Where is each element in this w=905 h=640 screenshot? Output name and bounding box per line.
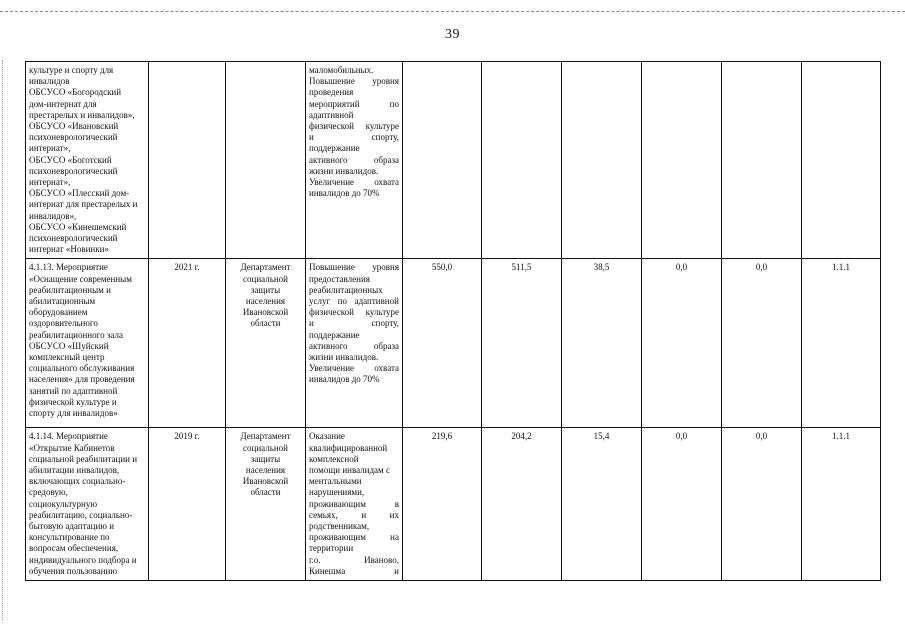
funding-col7-cell: 38,5 bbox=[562, 259, 642, 428]
expected-result-text: маломобильных. Повышение уровня проведения мероприятий по адаптивной физической культуре и спорту, поддержание активного образа жизни инвалидов. Увеличение охвата инвалидов до 70% bbox=[309, 65, 399, 199]
funding-col9-cell: 0,0 bbox=[722, 259, 802, 428]
table-row bbox=[26, 259, 881, 428]
expected-result-text: Оказание квалифицированной комплексной помощи инвалидам с ментальными нарушениями, проживающим в семьях, и их родственникам, проживающим на территории г.о. Иваново, Кинешма и bbox=[309, 431, 399, 576]
page-number: 39 bbox=[445, 27, 460, 42]
measure-name-cell bbox=[26, 62, 149, 259]
executor-cell bbox=[226, 259, 306, 428]
expected-result-cell bbox=[306, 62, 403, 259]
indicator-code-cell bbox=[802, 62, 881, 259]
scan-top-rule bbox=[0, 11, 905, 13]
funding-col7-cell bbox=[562, 62, 642, 259]
measure-name-cell bbox=[26, 428, 149, 581]
funding-col6-cell: 511,5 bbox=[482, 259, 562, 428]
expected-result-text: Повышение уровня предоставления реабилитационных услуг по адаптивной физической культуре и спорту, поддержание активного образа жизни инвалидов. Увеличение охвата инвалидов до 70% bbox=[309, 262, 399, 385]
funding-col6-cell bbox=[482, 62, 562, 259]
program-measures-table bbox=[25, 61, 881, 581]
executor-cell bbox=[226, 428, 306, 581]
table-row bbox=[26, 62, 881, 259]
year-cell: 2019 г. bbox=[149, 428, 226, 581]
indicator-code-cell: 1.1.1 bbox=[802, 259, 881, 428]
year-cell bbox=[149, 62, 226, 259]
measure-name-text: 4.1.13. Мероприятие «Оснащение современным реабилитационным и абилитационным оборудованием оздоровительного реабилитационного зала ОБСУСО «Шуйский комплексный центр социального обслуживания населения» для проведения занятий по адаптивной физической культуре и спорту для инвалидов» bbox=[29, 262, 135, 419]
funding-col7-cell: 15,4 bbox=[562, 428, 642, 581]
expected-result-cell bbox=[306, 428, 403, 581]
funding-col9-cell: 0,0 bbox=[722, 428, 802, 581]
executor-text: Департамент социальной защиты населения Ивановской области bbox=[240, 431, 291, 498]
funding-col6-cell: 204,2 bbox=[482, 428, 562, 581]
table-row bbox=[26, 428, 881, 581]
measure-name-cell bbox=[26, 259, 149, 428]
executor-text: Департамент социальной защиты населения Ивановской области bbox=[240, 262, 291, 329]
funding-col8-cell: 0,0 bbox=[642, 428, 722, 581]
total-funding-cell: 219,6 bbox=[403, 428, 482, 581]
funding-col9-cell bbox=[722, 62, 802, 259]
measure-name-text: культуре и спорту для инвалидов ОБСУСО «Богородский дом-интернат для престарелых и инвалидов», ОБСУСО «Ивановский психоневрологический интернат», ОБСУСО «Боготский психоневрологический интернат», ОБСУСО «Плесский дом- интернат для престарелых и инвалидов», ОБСУСО «Кинешемский психоневрологический интернат «Новинки» bbox=[29, 65, 138, 255]
total-funding-cell: 550,0 bbox=[403, 259, 482, 428]
expected-result-cell bbox=[306, 259, 403, 428]
executor-cell bbox=[226, 62, 306, 259]
measure-name-text: 4.1.14. Мероприятие «Открытие Кабинетов социальной реабилитации и абилитации инвалидов, включающих социально- средовую, социокультурную реабилитацию, социально- бытовую адаптацию и консультирование по вопросам обеспечения, индивидуального подбора и обучения пользованию bbox=[29, 431, 138, 576]
total-funding-cell bbox=[403, 62, 482, 259]
funding-col8-cell bbox=[642, 62, 722, 259]
indicator-code-cell: 1.1.1 bbox=[802, 428, 881, 581]
year-cell: 2021 г. bbox=[149, 259, 226, 428]
funding-col8-cell: 0,0 bbox=[642, 259, 722, 428]
scan-left-edge bbox=[2, 60, 4, 620]
